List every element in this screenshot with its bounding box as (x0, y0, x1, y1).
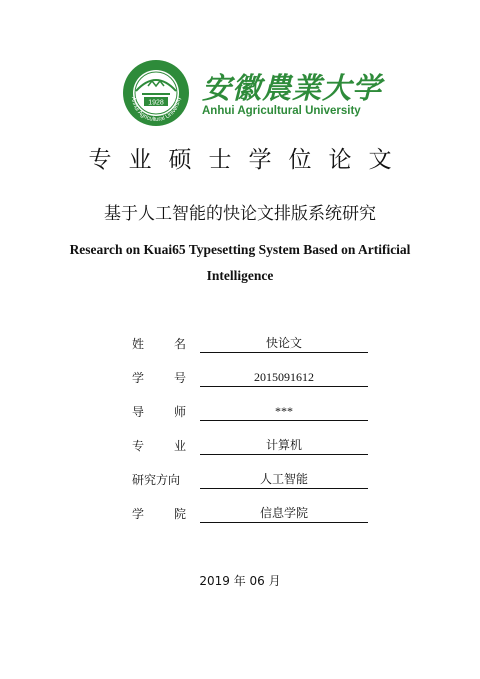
info-row-student-id (132, 369, 372, 403)
submission-date: 2019 年 06 月 (199, 574, 281, 588)
thesis-title-cn: 基于人工智能的快论文排版系统研究 (104, 204, 376, 224)
university-name-cn: 安徽農業大学 (202, 71, 383, 105)
info-value-advisor: *** (200, 403, 368, 421)
thesis-title-en: Research on Kuai65 Typesetting System Based on Artificial Intelligence (69, 242, 411, 283)
info-value-college: 信息学院 (200, 505, 368, 523)
info-label: 研究方向 (132, 473, 181, 487)
info-label: 姓 名 (132, 337, 186, 351)
info-label: 学 院 (132, 507, 186, 521)
author-info-table (132, 335, 372, 539)
info-label: 学 号 (132, 371, 186, 385)
info-value-major: 计算机 (200, 437, 368, 455)
degree-title: 专业硕士学位论文 (88, 147, 409, 173)
university-name-en: Anhui Agricultural University (202, 105, 361, 117)
info-row-research-area (132, 471, 372, 505)
university-seal-icon (122, 59, 190, 127)
seal-ring-text: Anhui Agricultural University (129, 96, 183, 124)
info-row-college (132, 505, 372, 539)
seal-year: 1928 (148, 99, 164, 107)
university-logo (122, 59, 383, 129)
info-row-name (132, 335, 372, 369)
info-label: 导 师 (132, 405, 186, 419)
info-label: 专 业 (132, 439, 186, 453)
info-row-advisor (132, 403, 372, 437)
info-value-research-area: 人工智能 (200, 471, 368, 489)
info-value-name: 快论文 (200, 335, 368, 353)
info-value-student-id: 2015091612 (200, 369, 368, 387)
info-row-major (132, 437, 372, 471)
